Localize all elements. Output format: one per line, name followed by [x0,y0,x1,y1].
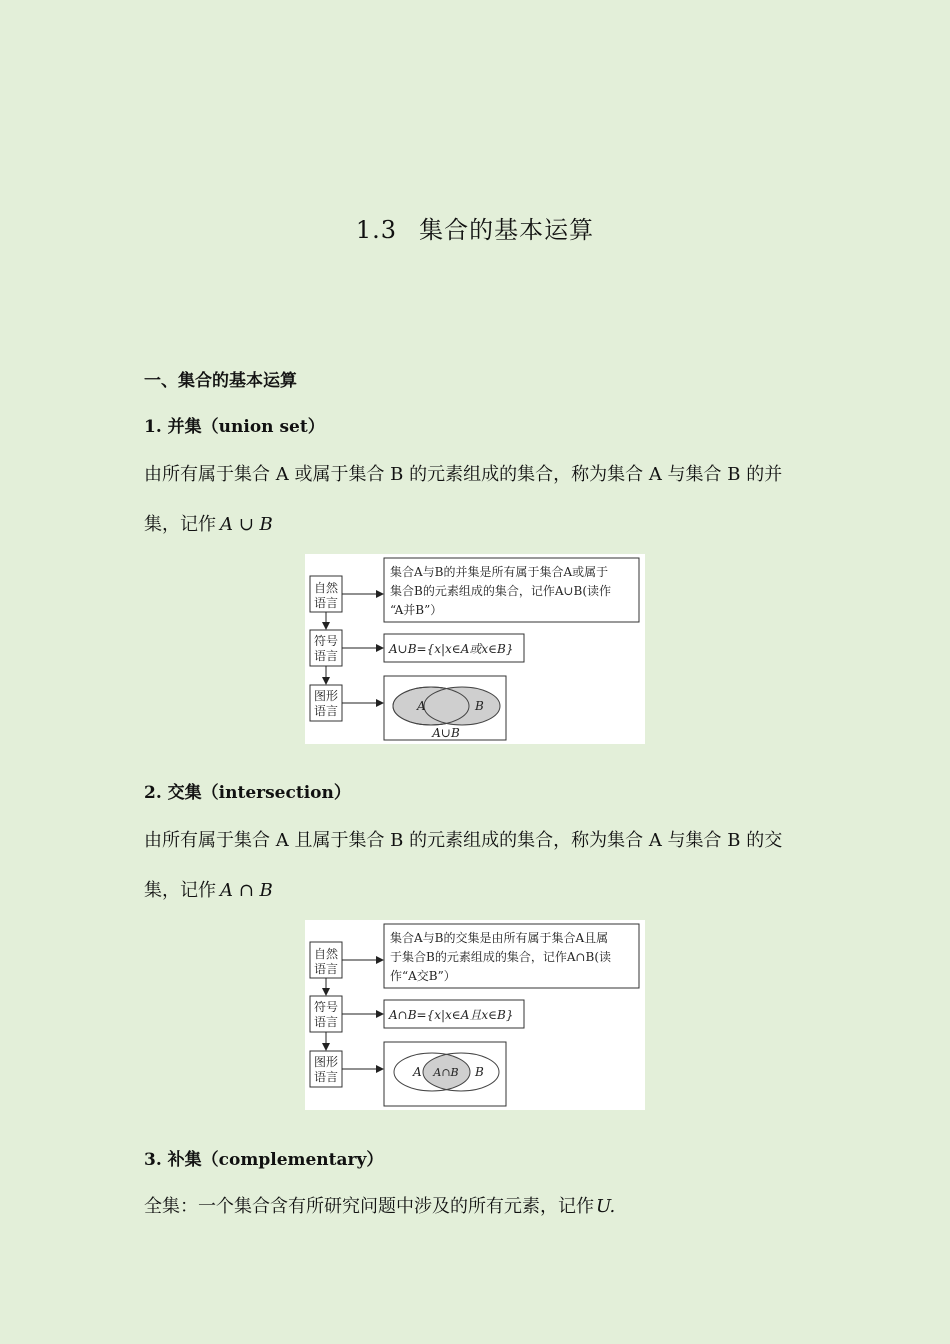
intersection-venn-b: B [475,1065,484,1079]
intersection-desc-line2 [144,876,273,902]
intersection-symbol-text: A∩B={x|x∈A且x∈B} [389,1008,514,1022]
intersection-label-graph-2: 语言 [313,1070,339,1084]
union-label-graph-2: 语言 [313,704,339,718]
union-natural-line1: 集合A与B的并集是所有属于集合A或属于 [390,565,609,579]
union-heading: 1. 并集（union set） [144,417,325,437]
union-desc-text: 集，记作 [144,514,216,535]
union-natural-line3: “A并B”） [390,603,443,617]
intersection-diagram [305,920,645,1110]
union-diagram [305,554,645,744]
union-set-b-ellipse [424,687,500,725]
intersection-natural-line1: 集合A与B的交集是由所有属于集合A且属 [390,931,609,945]
union-label-natural-1: 自然 [313,581,339,595]
intersection-notation: A ∩ B [220,880,273,901]
union-label-symbol-1: 符号 [313,634,339,648]
intersection-desc-line1: 由所有属于集合 A 且属于集合 B 的元素组成的集合，称为集合 A 与集合 B 的交 [144,830,783,851]
intersection-label-symbol-2: 语言 [313,1015,339,1029]
title-text: 集合的基本运算 [419,216,595,244]
intersection-label-natural-1: 自然 [313,947,339,961]
complement-heading: 3. 补集（complementary） [144,1150,384,1170]
intersection-natural-line2: 于集合B的元素组成的集合，记作A∩B(读 [390,950,612,964]
intersection-desc-text: 集，记作 [144,880,216,901]
union-notation: A ∪ B [220,514,273,535]
union-label-graph-1: 图形 [313,689,339,703]
intersection-venn-a: A [413,1065,422,1079]
intersection-label-graph-1: 图形 [313,1055,339,1069]
page-title [0,210,950,245]
union-natural-line2: 集合B的元素组成的集合，记作A∪B(读作 [390,584,612,598]
intersection-heading: 2. 交集（intersection） [144,783,351,803]
union-desc-line1: 由所有属于集合 A 或属于集合 B 的元素组成的集合，称为集合 A 与集合 B 的并 [144,464,783,485]
union-desc-line2 [144,510,273,536]
intersection-natural-line3: 作“A交B”） [390,969,456,983]
section-heading: 一、集合的基本运算 [144,371,297,391]
title-number: 1.3 [355,216,398,244]
union-venn-a: A [417,699,426,713]
complement-universal-symbol: U. [596,1196,616,1217]
complement-universal-text: 全集：一个集合含有所研究问题中涉及的所有元素，记作 [144,1196,594,1217]
intersection-venn-center: A∩B [433,1066,459,1079]
complement-universal-line [144,1192,615,1218]
intersection-label-symbol-1: 符号 [313,1000,339,1014]
union-symbol-text: A∪B={x|x∈A或x∈B} [389,642,514,656]
union-venn-caption: A∪B [432,726,460,740]
union-venn-b: B [475,699,484,713]
intersection-label-natural-2: 语言 [313,962,339,976]
union-label-symbol-2: 语言 [313,649,339,663]
union-label-natural-2: 语言 [313,596,339,610]
